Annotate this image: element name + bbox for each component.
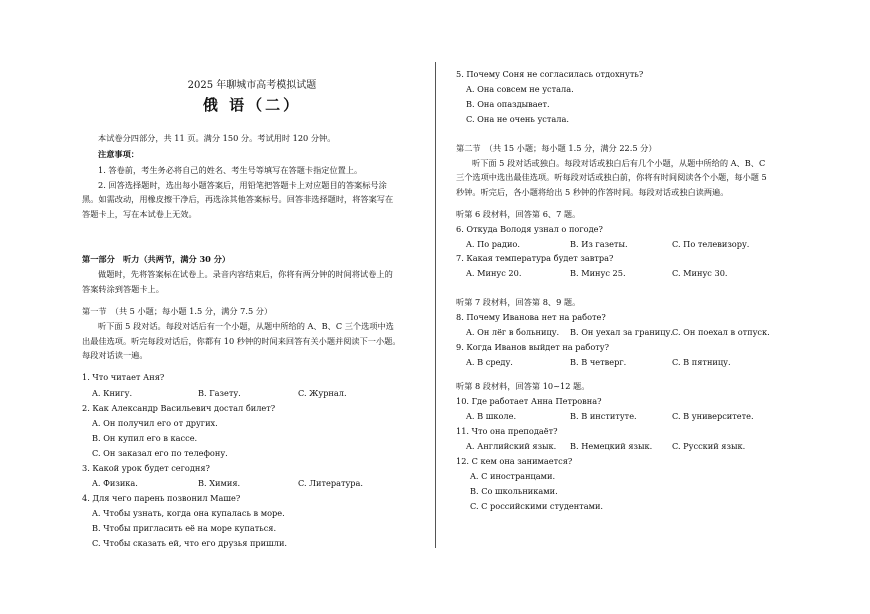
q12-option-a: A. С иностранцами. xyxy=(470,471,556,481)
part1-heading: 第一部分 听力（共两节，满分 30 分） xyxy=(82,254,231,264)
q9-option-c: C. В пятницу. xyxy=(672,357,731,367)
section1-heading: 第一节 （共 5 小题；每小题 1.5 分，满分 7.5 分） xyxy=(82,306,273,316)
q6-option-b: B. Из газеты. xyxy=(570,239,628,249)
note-2-line-1: 2. 回答选择题时，选出每小题答案后，用铅笔把答题卡上对应题目的答案标号涂 xyxy=(98,180,387,190)
question-1: 1. Что читает Аня? xyxy=(82,372,165,382)
notes-heading: 注意事项： xyxy=(98,149,139,159)
section1-line-2: 出最佳选项。听完每段对话后，你都有 10 秒钟的时间来回答有关小题并阅读下一小题。 xyxy=(82,336,401,346)
section2-line-1: 听下面 5 段对话或独白。每段对话或独白后有几个小题，从题中所给的 A、B、C xyxy=(472,158,766,168)
question-4: 4. Для чего парень позвонил Маше? xyxy=(82,493,241,503)
q11-option-c: C. Русский язык. xyxy=(672,441,746,451)
q9-option-b: B. В четверг. xyxy=(570,357,627,367)
exam-subject: 俄 语（二） xyxy=(202,96,302,114)
note-1: 1. 答卷前，考生务必将自己的姓名、考生号等填写在答题卡指定位置上。 xyxy=(98,165,363,175)
q12-option-c: C. С российскими студентами. xyxy=(470,501,604,511)
q9-option-a: A. В среду. xyxy=(466,357,513,367)
q4-option-c: C. Чтобы сказать ей, что его друзья пришли. xyxy=(92,538,288,548)
question-9: 9. Когда Иванов выйдет на работу? xyxy=(456,342,609,352)
q11-option-b: B. Немецкий язык. xyxy=(570,441,653,451)
exam-title: 2025 年聊城市高考模拟试题 xyxy=(187,80,317,91)
material-7-label: 听第 7 段材料，回答第 8、9 题。 xyxy=(456,297,581,307)
part1-line-2: 答案转涂到答题卡上。 xyxy=(82,284,164,294)
question-10: 10. Где работает Анна Петровна? xyxy=(456,396,602,406)
section2-line-3: 秒钟。听完后，各小题将给出 5 秒钟的作答时间。每段对话或独白读两遍。 xyxy=(456,187,729,197)
question-12: 12. С кем она занимается? xyxy=(456,456,573,466)
q10-option-c: C. В университете. xyxy=(672,411,754,421)
column-divider xyxy=(435,62,436,548)
q5-option-c: C. Она не очень устала. xyxy=(466,114,569,124)
question-5: 5. Почему Соня не согласилась отдохнуть? xyxy=(456,69,644,79)
q12-option-b: B. Со школьниками. xyxy=(470,486,558,496)
question-7: 7. Какая температура будет завтра? xyxy=(456,253,614,263)
q11-option-a: A. Английский язык. xyxy=(466,441,557,451)
question-2: 2. Как Александр Васильевич достал билет? xyxy=(82,403,276,413)
q8-option-c: C. Он поехал в отпуск. xyxy=(672,327,770,337)
section1-line-3: 每段对话读一遍。 xyxy=(82,350,148,360)
q7-option-c: C. Минус 30. xyxy=(672,268,728,278)
section1-line-1: 听下面 5 段对话。每段对话后有一个小题，从题中所给的 A、B、C 三个选项中选 xyxy=(98,321,394,331)
q1-option-b: B. Газету. xyxy=(198,388,241,398)
question-6: 6. Откуда Володя узнал о погоде? xyxy=(456,224,603,234)
q1-option-c: C. Журнал. xyxy=(298,388,347,398)
material-6-label: 听第 6 段材料，回答第 6、7 题。 xyxy=(456,209,581,219)
q3-option-a: A. Физика. xyxy=(92,478,138,488)
note-2-line-3: 答题卡上，写在本试卷上无效。 xyxy=(82,209,197,219)
q8-option-b: B. Он уехал за границу. xyxy=(570,327,673,337)
material-8-label: 听第 8 段材料，回答第 10~12 题。 xyxy=(456,381,590,391)
q10-option-a: A. В школе. xyxy=(466,411,517,421)
question-8: 8. Почему Иванова нет на работе? xyxy=(456,312,606,322)
q2-option-b: B. Он купил его в кассе. xyxy=(92,433,198,443)
question-3: 3. Какой урок будет сегодня? xyxy=(82,463,210,473)
question-11: 11. Что она преподаёт? xyxy=(456,426,558,436)
q2-option-a: A. Он получил его от других. xyxy=(92,418,218,428)
note-2-line-2: 黑。如需改动，用橡皮擦干净后，再选涂其他答案标号。回答非选择题时，将答案写在 xyxy=(82,194,394,204)
q4-option-a: A. Чтобы узнать, когда она купалась в море. xyxy=(92,508,285,518)
q8-option-a: A. Он лёг в больницу. xyxy=(466,327,560,337)
section2-heading: 第二节 （共 15 小题；每小题 1.5 分，满分 22.5 分） xyxy=(456,143,657,153)
q6-option-a: A. По радио. xyxy=(466,239,520,249)
q4-option-b: B. Чтобы пригласить её на море купаться. xyxy=(92,523,277,533)
q7-option-b: B. Минус 25. xyxy=(570,268,626,278)
q10-option-b: B. В институте. xyxy=(570,411,637,421)
q5-option-b: B. Она опаздывает. xyxy=(466,99,550,109)
q3-option-b: B. Химия. xyxy=(198,478,241,488)
q1-option-a: A. Книгу. xyxy=(92,388,133,398)
q3-option-c: C. Литература. xyxy=(298,478,364,488)
part1-line-1: 做题时，先将答案标在试卷上。录音内容结束后，你将有两分钟的时间将试卷上的 xyxy=(98,269,393,279)
q6-option-c: C. По телевизору. xyxy=(672,239,750,249)
q5-option-a: A. Она совсем не устала. xyxy=(466,84,574,94)
section2-line-2: 三个选项中选出最佳选项。听每段对话或独白前，你将有时间阅读各个小题，每小题 5 xyxy=(456,172,767,182)
q7-option-a: A. Минус 20. xyxy=(466,268,522,278)
intro-text: 本试卷分四部分，共 11 页。满分 150 分。考试用时 120 分钟。 xyxy=(98,133,336,143)
q2-option-c: C. Он заказал его по телефону. xyxy=(92,448,228,458)
